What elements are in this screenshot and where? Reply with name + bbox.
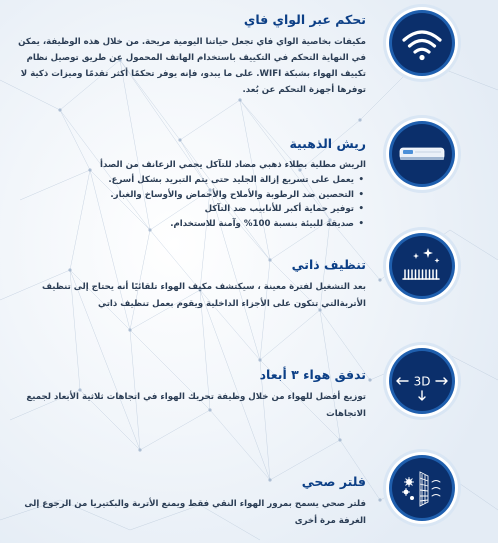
list-item: • التحصين ضد الرطوبة والأملاح والأحماض والأوساخ والغبار. xyxy=(6,188,354,203)
feature-description: مكيفات بخاصية الواي فاي تجعل حياتنا اليومية مريحة. من خلال هذه الوظيفة، يمكن في النهاية التحكم في التكييف باستخدام الهاتف المحمول عن طريق توصيل نظام تكييف الهواء بشبكة WIFI. على ما يبدو، فإنه يوفر تحكمًا أكثر تقدمًا وميزات ذكية لا توفرها أجهزة التحكم عن بُعد. xyxy=(18,37,366,95)
feature-title: تنظيف ذاتي xyxy=(291,257,366,272)
3d-airflow-icon xyxy=(382,341,462,421)
feature-description: الريش مطلية بطلاء ذهبي مضاد للتآكل يحمي الزعانف من الصدأ xyxy=(100,160,366,170)
health-filter-icon xyxy=(382,448,462,528)
feature-title: تحكم عبر الواي فاي xyxy=(243,12,366,27)
self-clean-icon xyxy=(382,226,462,306)
feature-bullet-list xyxy=(6,173,366,231)
list-item: • صديقة للبيئة بنسبة 100% وآمنة للاستخدام. xyxy=(6,217,354,232)
feature-description: فلتر صحي يسمح بمرور الهواء النقي فقط ويمنع الأتربة والبكتيريا من الرجوع إلى الغرفة مرة أخرى xyxy=(24,499,366,526)
feature-title: تدفق هواء ٣ أبعاد xyxy=(259,367,366,382)
feature-title: ريش الذهبية xyxy=(289,136,366,151)
feature-description: بعد التشغيل لفترة معينة ، سيكتشف مكيف الهواء تلقائيًا أنه يحتاج إلى تنظيف الأتربةالتي تتكون على الأجزاء الداخلية ويقوم بعمل تنظيف ذاتي xyxy=(41,282,366,309)
3d-label: 3D xyxy=(413,374,431,389)
feature-description: توزيع أفضل للهواء من خلال وظيفة تحريك الهواء في اتجاهات ثلاثية الأبعاد لجميع الاتجاهات xyxy=(26,392,366,419)
golden-fin-icon xyxy=(382,114,462,194)
feature-title: فلتر صحي xyxy=(301,474,366,489)
list-item: • توفير حماية أكبر للأنابيب ضد التآكل xyxy=(6,202,354,217)
list-item: • يعمل على تسريع إزالة الجليد حتى يتم التبريد بشكل أسرع. xyxy=(6,173,354,188)
wifi-icon xyxy=(382,3,462,83)
